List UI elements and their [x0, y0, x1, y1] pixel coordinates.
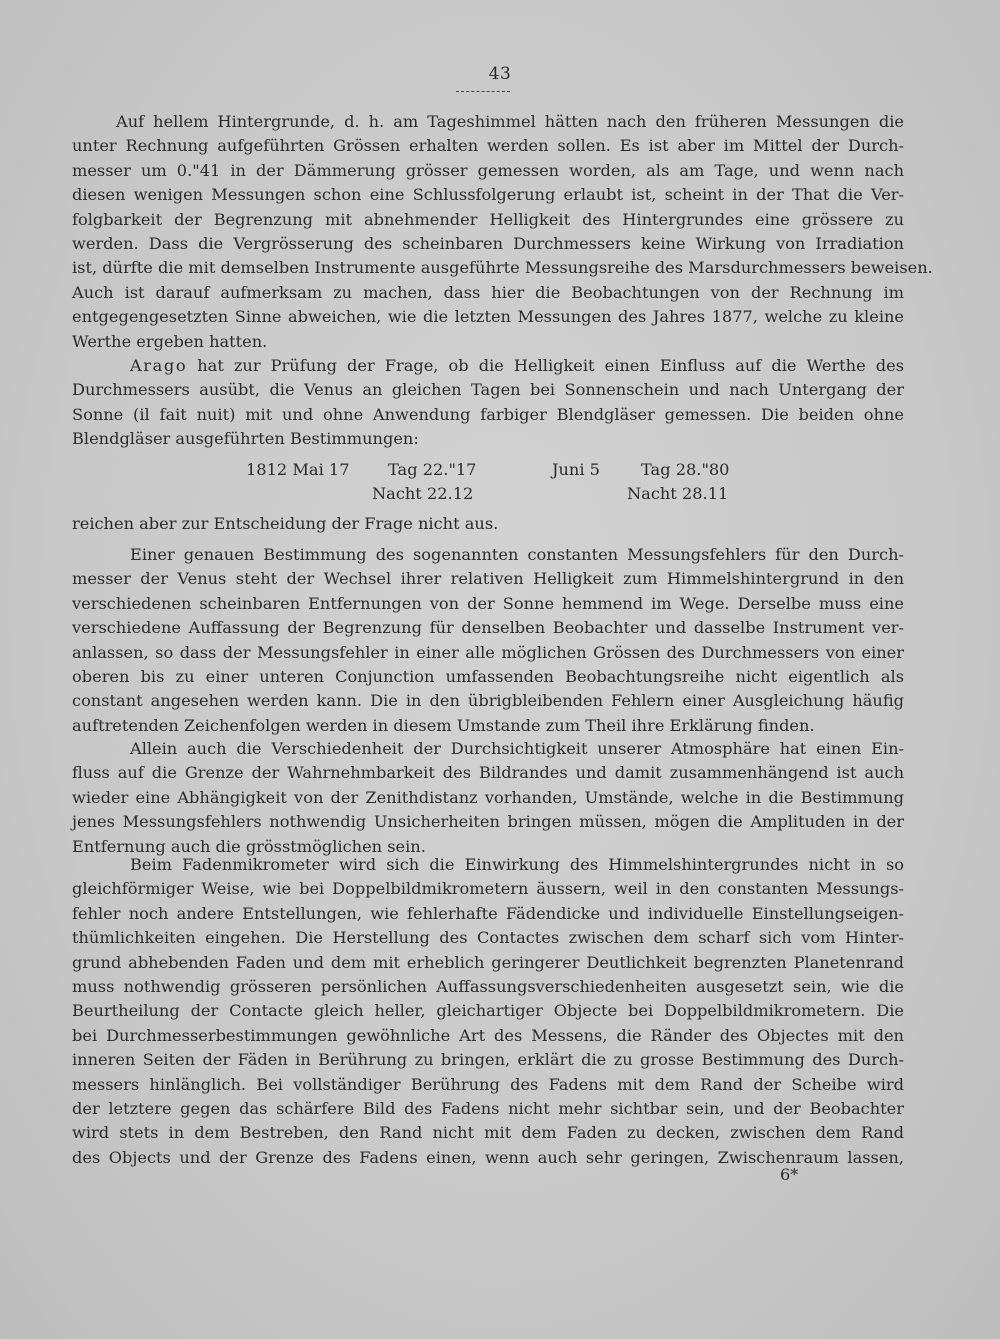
- page-number-rule: [456, 88, 510, 92]
- text-line: Durchmessers ausübt, die Venus an gleichen Tagen bei Sonnenschein und nach Untergang der: [72, 380, 904, 400]
- text-line: Beim Fadenmikrometer wird sich die Einwirkung des Himmelshintergrundes nicht in so: [130, 855, 904, 874]
- paragraph-fadenmikrometer: [72, 853, 904, 1170]
- text-line: inneren Seiten der Fäden in Berührung zu bringen, erklärt die zu grosse Bestimmung des Durch-: [72, 1050, 904, 1070]
- text-line: der letztere gegen das schärfere Bild des Fadens nicht mehr sichtbar sein, und der Beobachter: [72, 1099, 904, 1119]
- text-line: thümlichkeiten eingehen. Die Herstellung des Contactes zwischen dem scharf sich vom Hinter-: [72, 928, 904, 948]
- page-number: 43: [488, 64, 512, 84]
- obs-tag-1: Tag 22."17: [388, 460, 477, 479]
- text-line: wieder eine Abhängigkeit von der Zenithdistanz vorhanden, Umstände, welche in die Bestimmung: [72, 787, 904, 807]
- text-line: constant angesehen werden kann. Die in den übrigbleibenden Fehlern einer Ausgleichung häufig: [72, 691, 904, 711]
- text-line: unter Rechnung aufgeführten Grössen erhalten werden sollen. Es ist aber im Mittel der Durch-: [72, 136, 904, 156]
- text-line: muss nothwendig grösseren persönlichen Auffassungsverschiedenheiten ausgesetzt sein, wie die: [72, 977, 904, 997]
- text-line: reichen aber zur Entscheidung der Frage nicht aus.: [72, 514, 499, 533]
- text-line: Einer genauen Bestimmung des sogenannten constanten Messungsfehlers für den Durch-: [130, 545, 904, 564]
- text-line: auftretenden Zeichenfolgen werden in diesem Umstande zum Theil ihre Erklärung finden.: [72, 715, 815, 735]
- text-line: anlassen, so dass der Messungsfehler in einer alle möglichen Grössen des Durchmessers von einer: [72, 642, 904, 662]
- obs-date-1: 1812 Mai 17: [246, 460, 350, 479]
- paragraph-reichen: [72, 512, 904, 536]
- text-line: Allein auch die Verschiedenheit der Durchsichtigkeit unserer Atmosphäre hat einen Ein-: [130, 739, 904, 758]
- author-name: Arago: [130, 356, 188, 375]
- text-line: werden. Dass die Vergrösserung des scheinbaren Durchmessers keine Wirkung von Irradiation: [72, 234, 904, 254]
- text-line: messer um 0."41 in der Dämmerung grösser gemessen worden, als am Tage, und wenn nach: [72, 160, 904, 180]
- text-line: Werthe ergeben hatten.: [72, 331, 268, 351]
- text-line: wird stets in dem Bestreben, den Rand nicht mit dem Faden zu decken, zwischen dem Rand: [72, 1123, 904, 1143]
- text-line: oberen bis zu einer unteren Conjunction umfassenden Beobachtungsreihe nicht eigentlich als: [72, 667, 904, 687]
- paragraph-hintergrund: [72, 110, 933, 354]
- obs-tag-2: Tag 28."80: [641, 460, 730, 479]
- text-line: grund abhebenden Faden und dem mit erheblich geringerer Deutlichkeit begrenzten Planetenrand: [72, 952, 904, 972]
- text-line: verschiedene Auffassung der Begrenzung für denselben Beobachter und dasselbe Instrument ver-: [72, 618, 904, 638]
- text-line: jenes Messungsfehlers nothwendig Unsicherheiten bringen müssen, mögen die Amplituden in der: [72, 812, 904, 832]
- text-line: Auch ist darauf aufmerksam zu machen, dass hier die Beobachtungen von der Rechnung im: [72, 282, 904, 302]
- text-line: entgegengesetzten Sinne abweichen, wie die letzten Messungen des Jahres 1877, welche zu kleine: [72, 307, 904, 327]
- paragraph-messungsfehler: [72, 543, 904, 738]
- paragraph-atmosphaere: [72, 737, 904, 859]
- obs-nacht-1: Nacht 22.12: [372, 484, 474, 503]
- text-line: messer der Venus steht der Wechsel ihrer relativen Helligkeit zum Himmelshintergrund in den: [72, 569, 904, 589]
- signature-mark: 6*: [780, 1165, 799, 1184]
- text-line: verschiedenen scheinbaren Entfernungen von der Sonne hemmend im Wege. Derselbe muss eine: [72, 593, 904, 613]
- text-line: fehler noch andere Entstellungen, wie fehlerhafte Fädendicke und individuelle Einstellungseigen-: [72, 903, 904, 923]
- text-line: gleichförmiger Weise, wie bei Doppelbildmikrometern äussern, weil in den constanten Messungs-: [72, 879, 904, 899]
- paragraph-arago: [72, 354, 904, 452]
- text-line: Sonne (il fait nuit) mit und ohne Anwendung farbiger Blendgläser gemessen. Die beiden ohne: [72, 404, 904, 424]
- text-line: diesen wenigen Messungen schon eine Schlussfolgerung erlaubt ist, scheint in der That die Ver-: [72, 185, 904, 205]
- text-fragment: hat zur Prüfung der Frage, ob die Helligkeit einen Einfluss auf die Werthe des: [187, 356, 904, 375]
- text-line: Beurtheilung der Contacte gleich heller, gleichartiger Objecte bei Doppelbildmikrometern. Die: [72, 1001, 904, 1021]
- text-line: des Objects und der Grenze des Fadens einen, wenn auch sehr geringen, Zwischenraum lassen,: [72, 1147, 904, 1167]
- text-line: [72, 354, 904, 378]
- text-line: fluss auf die Grenze der Wahrnehmbarkeit des Bildrandes und damit zusammenhängend ist auch: [72, 763, 904, 783]
- obs-date-2: Juni 5: [552, 460, 600, 479]
- text-line: folgbarkeit der Begrenzung mit abnehmender Helligkeit des Hintergrundes eine grössere zu: [72, 209, 904, 229]
- text-line: Entfernung auch die grösstmöglichen sein.: [72, 836, 426, 856]
- observation-table: [0, 458, 1000, 508]
- text-line: Blendgläser ausgeführten Bestimmungen:: [72, 429, 419, 449]
- text-line: bei Durchmesserbestimmungen gewöhnliche Art des Messens, die Ränder des Objectes mit den: [72, 1025, 904, 1045]
- obs-nacht-2: Nacht 28.11: [627, 484, 729, 503]
- text-line: Auf hellem Hintergrunde, d. h. am Tageshimmel hätten nach den früheren Messungen die: [116, 112, 904, 131]
- text-line: messers hinlänglich. Bei vollständiger Berührung des Fadens mit dem Rand der Scheibe wird: [72, 1074, 904, 1094]
- text-line: ist, dürfte die mit demselben Instrumente ausgeführte Messungsreihe des Marsdurchmessers beweisen.: [72, 258, 933, 278]
